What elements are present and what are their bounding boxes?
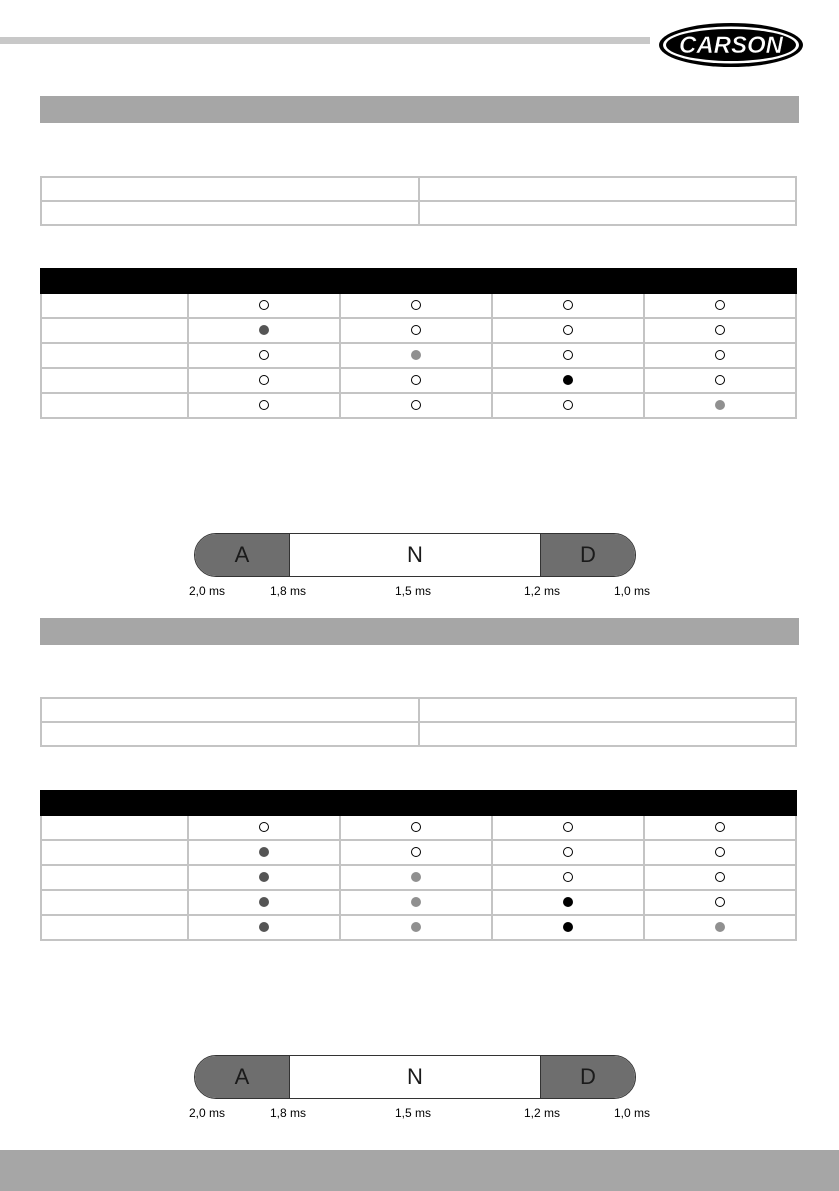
led-off-indicator xyxy=(259,400,269,410)
led-cell xyxy=(492,865,644,890)
row-label-cell xyxy=(41,915,188,940)
tick-label: 1,5 ms xyxy=(395,584,432,598)
led-off-indicator xyxy=(715,350,725,360)
row-label-cell xyxy=(41,343,188,368)
row-label-cell xyxy=(41,890,188,915)
table-row xyxy=(41,722,796,746)
led-cell xyxy=(188,393,340,418)
led-cell xyxy=(188,840,340,865)
section-2-info-table xyxy=(40,697,797,747)
section-2-led-table xyxy=(40,790,797,941)
led-off-indicator xyxy=(715,872,725,882)
table-row xyxy=(41,318,796,343)
tick-label: 1,2 ms xyxy=(524,584,561,598)
led-cell xyxy=(340,343,492,368)
led-cell xyxy=(188,368,340,393)
led-on-indicator xyxy=(563,375,573,385)
led-cell xyxy=(492,393,644,418)
table-row xyxy=(41,840,796,865)
led-off-indicator xyxy=(563,325,573,335)
led-off-indicator xyxy=(715,325,725,335)
led-off-indicator xyxy=(259,822,269,832)
footer-bar xyxy=(0,1150,839,1191)
led-off-indicator xyxy=(259,350,269,360)
pulse-bar xyxy=(194,1055,636,1099)
section-1-heading-bar xyxy=(40,96,799,123)
tick-label: 1,0 ms xyxy=(614,584,651,598)
led-off-indicator xyxy=(411,375,421,385)
led-cell xyxy=(340,815,492,840)
led-cell xyxy=(188,865,340,890)
led-cell xyxy=(340,293,492,318)
table-header-row xyxy=(41,791,796,815)
section-1-led-table xyxy=(40,268,797,419)
led-off-indicator xyxy=(563,300,573,310)
led-cell xyxy=(644,318,796,343)
svg-text:CARSON: CARSON xyxy=(678,32,784,59)
table-cell xyxy=(419,722,797,746)
row-label-cell xyxy=(41,815,188,840)
led-on-indicator xyxy=(411,922,421,932)
table-header-row xyxy=(41,269,796,293)
led-off-indicator xyxy=(259,375,269,385)
led-cell xyxy=(492,815,644,840)
led-cell xyxy=(340,368,492,393)
table-row xyxy=(41,177,796,201)
led-on-indicator xyxy=(563,922,573,932)
tick-label: 1,2 ms xyxy=(524,1106,561,1120)
row-label-cell xyxy=(41,393,188,418)
tick-label: 1,0 ms xyxy=(614,1106,651,1120)
led-on-indicator xyxy=(411,897,421,907)
table-row xyxy=(41,815,796,840)
led-off-indicator xyxy=(563,872,573,882)
table-cell xyxy=(41,201,419,225)
led-cell xyxy=(340,865,492,890)
section-2-pulse-diagram xyxy=(186,1055,656,1125)
led-off-indicator xyxy=(563,822,573,832)
table-cell xyxy=(419,177,797,201)
led-on-indicator xyxy=(259,847,269,857)
table-row xyxy=(41,343,796,368)
led-cell xyxy=(492,318,644,343)
led-cell xyxy=(644,343,796,368)
led-cell xyxy=(340,840,492,865)
led-on-indicator xyxy=(259,922,269,932)
table-cell xyxy=(419,698,797,722)
section-1-info-table xyxy=(40,176,797,226)
led-cell xyxy=(188,318,340,343)
led-cell xyxy=(492,840,644,865)
led-off-indicator xyxy=(715,822,725,832)
led-off-indicator xyxy=(411,400,421,410)
tick-label: 2,0 ms xyxy=(189,1106,226,1120)
led-off-indicator xyxy=(411,847,421,857)
led-off-indicator xyxy=(411,822,421,832)
led-on-indicator xyxy=(259,325,269,335)
led-cell xyxy=(492,890,644,915)
led-cell xyxy=(188,343,340,368)
led-cell xyxy=(644,865,796,890)
pulse-segment-d: D xyxy=(540,534,635,576)
led-cell xyxy=(188,293,340,318)
led-cell xyxy=(340,915,492,940)
led-on-indicator xyxy=(715,922,725,932)
led-off-indicator xyxy=(411,325,421,335)
led-off-indicator xyxy=(563,847,573,857)
led-cell xyxy=(644,393,796,418)
led-on-indicator xyxy=(715,400,725,410)
led-off-indicator xyxy=(715,897,725,907)
led-cell xyxy=(492,293,644,318)
led-off-indicator xyxy=(715,375,725,385)
table-row xyxy=(41,698,796,722)
led-on-indicator xyxy=(411,872,421,882)
led-cell xyxy=(644,815,796,840)
led-cell xyxy=(492,915,644,940)
led-cell xyxy=(644,293,796,318)
row-label-cell xyxy=(41,840,188,865)
section-1-pulse-diagram xyxy=(186,533,656,603)
table-row xyxy=(41,915,796,940)
table-header xyxy=(41,791,796,815)
row-label-cell xyxy=(41,368,188,393)
led-on-indicator xyxy=(259,897,269,907)
led-on-indicator xyxy=(259,872,269,882)
led-off-indicator xyxy=(411,300,421,310)
led-off-indicator xyxy=(715,300,725,310)
led-cell xyxy=(188,890,340,915)
row-label-cell xyxy=(41,865,188,890)
led-cell xyxy=(188,815,340,840)
led-cell xyxy=(492,368,644,393)
row-label-cell xyxy=(41,318,188,343)
led-cell xyxy=(644,890,796,915)
led-off-indicator xyxy=(563,350,573,360)
led-off-indicator xyxy=(563,400,573,410)
led-cell xyxy=(644,915,796,940)
table-cell xyxy=(41,698,419,722)
led-cell xyxy=(492,343,644,368)
led-cell xyxy=(340,318,492,343)
pulse-segment-a: A xyxy=(195,1056,290,1098)
table-cell xyxy=(41,177,419,201)
table-row xyxy=(41,368,796,393)
led-on-indicator xyxy=(563,897,573,907)
carson-logo xyxy=(656,20,806,70)
table-cell xyxy=(419,201,797,225)
pulse-segment-n: N xyxy=(290,534,540,576)
led-cell xyxy=(340,393,492,418)
led-off-indicator xyxy=(259,300,269,310)
pulse-segment-n: N xyxy=(290,1056,540,1098)
table-cell xyxy=(41,722,419,746)
led-cell xyxy=(644,840,796,865)
table-row xyxy=(41,890,796,915)
led-cell xyxy=(340,890,492,915)
table-row xyxy=(41,201,796,225)
tick-label: 2,0 ms xyxy=(189,584,226,598)
table-header xyxy=(41,269,796,293)
led-cell xyxy=(188,915,340,940)
led-cell xyxy=(644,368,796,393)
table-row xyxy=(41,293,796,318)
section-2-heading-bar xyxy=(40,618,799,645)
tick-label: 1,5 ms xyxy=(395,1106,432,1120)
led-off-indicator xyxy=(715,847,725,857)
tick-label: 1,8 ms xyxy=(270,1106,307,1120)
pulse-bar xyxy=(194,533,636,577)
header-rule xyxy=(0,37,650,44)
pulse-segment-a: A xyxy=(195,534,290,576)
led-on-indicator xyxy=(411,350,421,360)
row-label-cell xyxy=(41,293,188,318)
table-row xyxy=(41,865,796,890)
tick-label: 1,8 ms xyxy=(270,584,307,598)
pulse-segment-d: D xyxy=(540,1056,635,1098)
table-row xyxy=(41,393,796,418)
